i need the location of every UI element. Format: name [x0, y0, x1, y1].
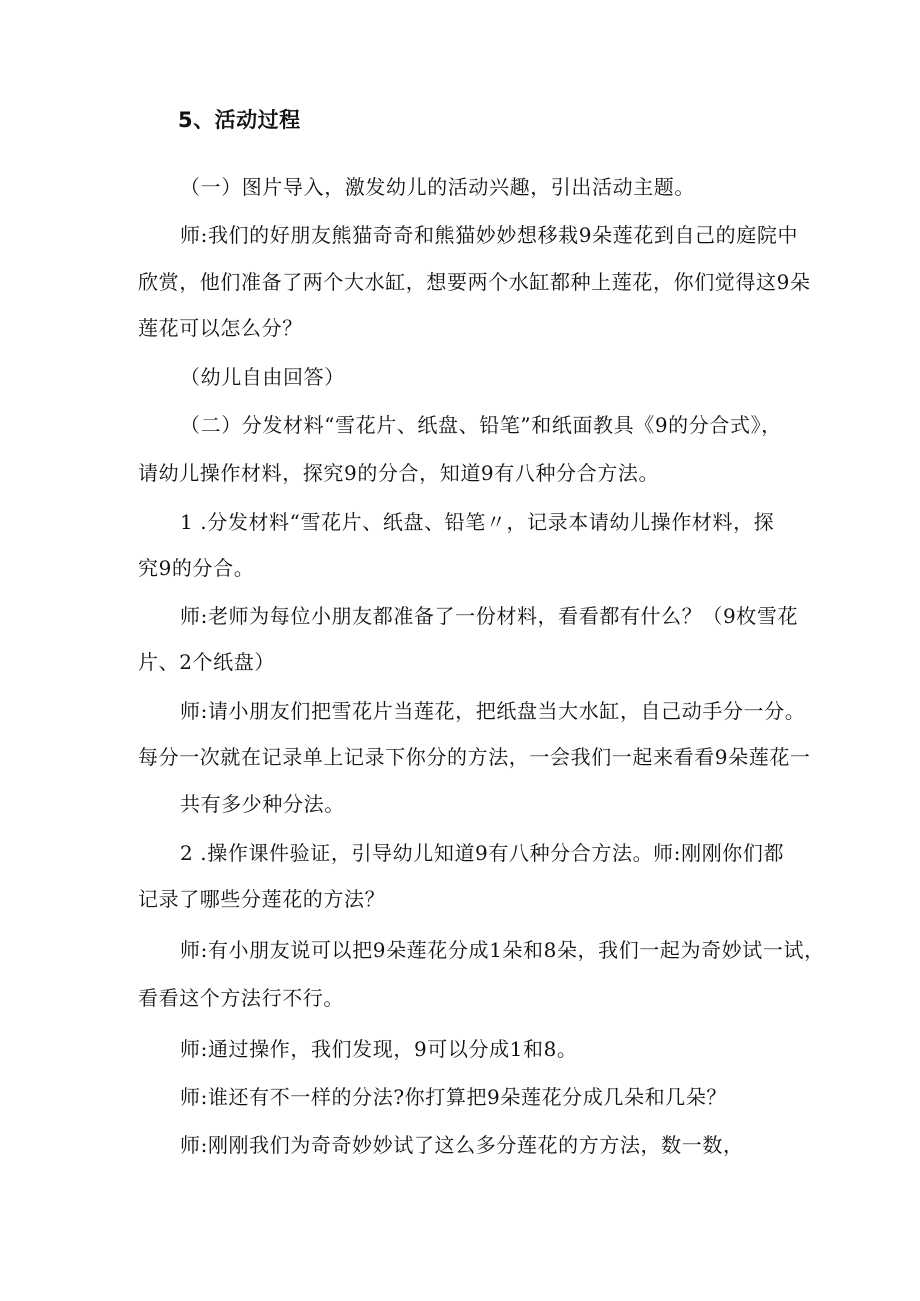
paragraph-line: 片、2个纸盘） — [138, 650, 275, 674]
paragraph-line: （幼儿自由回答） — [180, 365, 345, 389]
paragraph-line: 请幼儿操作材料，探究9的分合，知道9有八种分合方法。 — [138, 461, 660, 485]
paragraph-line: 记录了哪些分莲花的方法？ — [138, 887, 386, 911]
paragraph-line: 师:刚刚我们为奇奇妙妙试了这么多分莲花的方方法，数一数， — [180, 1133, 744, 1157]
paragraph-line: 师:老师为每位小朋友都准备了一份材料，看看都有什么？（9枚雪花 — [180, 604, 799, 628]
paragraph-line: 究9的分合。 — [138, 556, 255, 580]
section-heading: 5、活动过程 — [178, 108, 301, 132]
paragraph-line: 莲花可以怎么分？ — [138, 316, 303, 340]
paragraph-line: 师:请小朋友们把雪花片当莲花，把纸盘当大水缸，自己动手分一分。 — [180, 699, 806, 723]
paragraph-line: 师:谁还有不一样的分法?你打算把9朵莲花分成几朵和几朵？ — [180, 1085, 727, 1109]
paragraph-line: 看看这个方法行不行。 — [138, 986, 344, 1010]
paragraph-line: 师:有小朋友说可以把9朵莲花分成1朵和8朵，我们一起为奇妙试一试， — [180, 938, 825, 962]
paragraph-line: 1 .分发材料“雪花片、纸盘、铅笔〃，记录本请幼儿操作材料，探 — [180, 510, 775, 534]
paragraph-line: 师:我们的好朋友熊猫奇奇和熊猫妙妙想移栽9朵莲花到自己的庭院中 — [180, 223, 799, 247]
paragraph-line: 师:通过操作，我们发现，9可以分成1和8。 — [180, 1037, 578, 1061]
paragraph-line: （一）图片导入，激发幼儿的活动兴趣，引出活动主题。 — [180, 175, 695, 199]
paragraph-line: 共有多少种分法。 — [180, 792, 345, 816]
paragraph-line: 欣赏，他们准备了两个大水缸，想要两个水缸都种上莲花，你们觉得这9朵 — [138, 270, 811, 294]
paragraph-line: （二）分发材料“雪花片、纸盘、铅笔”和纸面教具《9的分合式》， — [180, 413, 782, 437]
paragraph-line: 每分一次就在记录单上记录下你分的方法，一会我们一起来看看9朵莲花一 — [138, 745, 811, 769]
paragraph-line: 2 .操作课件验证，引导幼儿知道9有八种分合方法。师:刚刚你们都 — [180, 841, 785, 865]
